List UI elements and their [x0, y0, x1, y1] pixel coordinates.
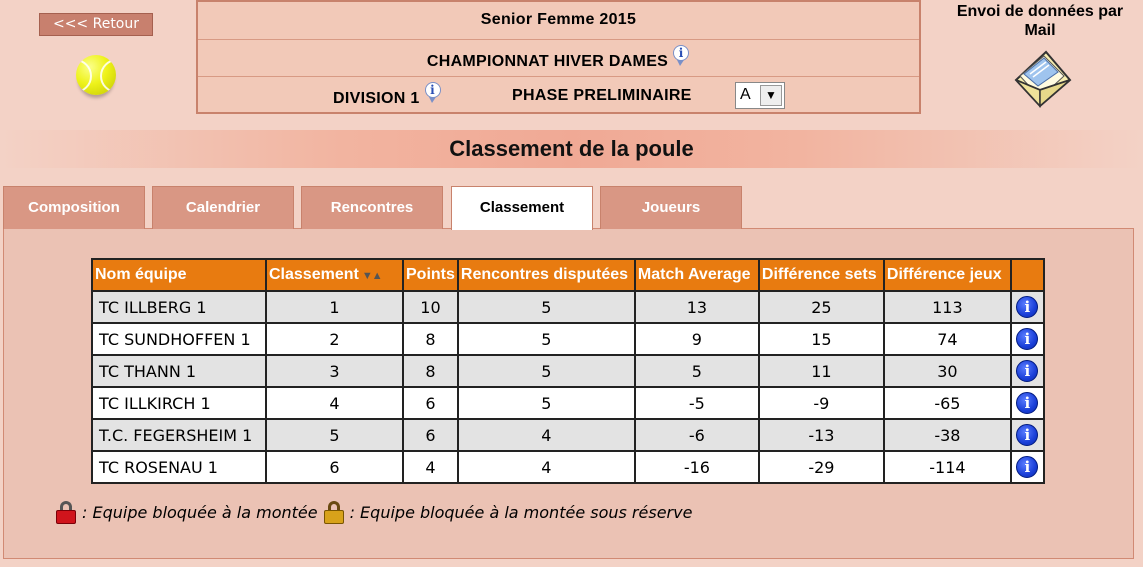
sets-difference: -13: [759, 419, 884, 451]
matches-played: 5: [458, 323, 635, 355]
info-icon[interactable]: i: [1016, 392, 1038, 414]
col-header-matches[interactable]: Rencontres disputées: [458, 259, 635, 291]
info-icon[interactable]: i: [1016, 456, 1038, 478]
championship-title: CHAMPIONNAT HIVER DAMES: [426, 53, 669, 70]
games-difference: -65: [884, 387, 1011, 419]
col-header-rank[interactable]: [266, 259, 403, 291]
table-row: [92, 291, 1044, 323]
rank: 1: [266, 291, 403, 323]
match-average: -6: [635, 419, 759, 451]
sets-difference: 11: [759, 355, 884, 387]
phase-select-value: A: [740, 86, 751, 103]
envelope-mail-icon[interactable]: [1010, 46, 1074, 110]
division-title: DIVISION 1: [333, 90, 420, 107]
header-divider: [198, 76, 919, 77]
header-divider: [198, 39, 919, 40]
phase-select[interactable]: [735, 82, 785, 109]
legend: [56, 500, 692, 526]
title-band: [0, 130, 1143, 168]
info-cell: [1011, 355, 1044, 387]
points: 8: [403, 323, 458, 355]
info-cell: [1011, 419, 1044, 451]
tab-classement[interactable]: Classement: [451, 186, 593, 230]
matches-played: 5: [458, 387, 635, 419]
legend-blocked-reserve: : Equipe bloquée à la montée sous réserve: [349, 503, 693, 522]
team-name: T.C. FEGERSHEIM 1: [92, 419, 266, 451]
ranking-table: [91, 258, 1045, 484]
info-cell: [1011, 291, 1044, 323]
match-average: 13: [635, 291, 759, 323]
games-difference: 74: [884, 323, 1011, 355]
points: 6: [403, 419, 458, 451]
division-info-icon[interactable]: i: [424, 82, 442, 100]
col-header-match-average[interactable]: Match Average: [635, 259, 759, 291]
red-lock-icon: [56, 501, 76, 525]
table-row: [92, 323, 1044, 355]
col-header-rank-label: Classement: [269, 266, 359, 283]
tab-calendrier[interactable]: Calendrier: [152, 186, 294, 229]
points: 6: [403, 387, 458, 419]
info-icon[interactable]: i: [1016, 296, 1038, 318]
page-title: Classement de la poule: [449, 136, 694, 161]
tennis-ball-icon: [76, 55, 116, 95]
col-header-points[interactable]: Points: [403, 259, 458, 291]
rank: 3: [266, 355, 403, 387]
season-title: Senior Femme 2015: [480, 11, 637, 28]
points: 10: [403, 291, 458, 323]
points: 4: [403, 451, 458, 483]
team-name: TC ILLBERG 1: [92, 291, 266, 323]
sets-difference: 25: [759, 291, 884, 323]
table-row: [92, 387, 1044, 419]
legend-blocked: : Equipe bloquée à la montée: [82, 503, 318, 522]
col-header-team[interactable]: Nom équipe: [92, 259, 266, 291]
games-difference: -114: [884, 451, 1011, 483]
phase-label: PHASE PRELIMINAIRE: [512, 87, 692, 104]
table-row: [92, 451, 1044, 483]
team-name: TC ILLKIRCH 1: [92, 387, 266, 419]
chevron-down-icon: ▼: [760, 85, 782, 106]
info-cell: [1011, 387, 1044, 419]
rank: 2: [266, 323, 403, 355]
table-header-row: [92, 259, 1044, 291]
games-difference: 113: [884, 291, 1011, 323]
matches-played: 5: [458, 291, 635, 323]
sets-difference: -9: [759, 387, 884, 419]
team-name: TC THANN 1: [92, 355, 266, 387]
rank: 5: [266, 419, 403, 451]
info-icon[interactable]: i: [1016, 424, 1038, 446]
back-button[interactable]: <<< Retour: [39, 13, 153, 36]
info-icon[interactable]: i: [1016, 360, 1038, 382]
matches-played: 4: [458, 451, 635, 483]
games-difference: 30: [884, 355, 1011, 387]
points: 8: [403, 355, 458, 387]
tab-composition[interactable]: Composition: [3, 186, 145, 229]
gold-lock-icon: [324, 501, 344, 525]
info-cell: [1011, 451, 1044, 483]
rank: 6: [266, 451, 403, 483]
matches-played: 5: [458, 355, 635, 387]
team-name: TC SUNDHOFFEN 1: [92, 323, 266, 355]
division-row: [333, 83, 442, 108]
sets-difference: 15: [759, 323, 884, 355]
sort-arrows-icon[interactable]: ▼▲: [361, 270, 382, 282]
championship-info-icon[interactable]: i: [672, 45, 690, 63]
tab-joueurs[interactable]: Joueurs: [600, 186, 742, 229]
table-row: [92, 355, 1044, 387]
info-cell: [1011, 323, 1044, 355]
col-header-info: [1011, 259, 1044, 291]
match-average: 9: [635, 323, 759, 355]
col-header-sets-diff[interactable]: Différence sets: [759, 259, 884, 291]
table-row: [92, 419, 1044, 451]
match-average: 5: [635, 355, 759, 387]
competition-header: [196, 0, 921, 114]
team-name: TC ROSENAU 1: [92, 451, 266, 483]
rank: 4: [266, 387, 403, 419]
match-average: -16: [635, 451, 759, 483]
games-difference: -38: [884, 419, 1011, 451]
sets-difference: -29: [759, 451, 884, 483]
info-icon[interactable]: i: [1016, 328, 1038, 350]
col-header-games-diff[interactable]: Différence jeux: [884, 259, 1011, 291]
matches-played: 4: [458, 419, 635, 451]
championship-row: [198, 46, 919, 71]
tab-rencontres[interactable]: Rencontres: [301, 186, 443, 229]
match-average: -5: [635, 387, 759, 419]
mail-label: Envoi de données par Mail: [956, 3, 1124, 39]
